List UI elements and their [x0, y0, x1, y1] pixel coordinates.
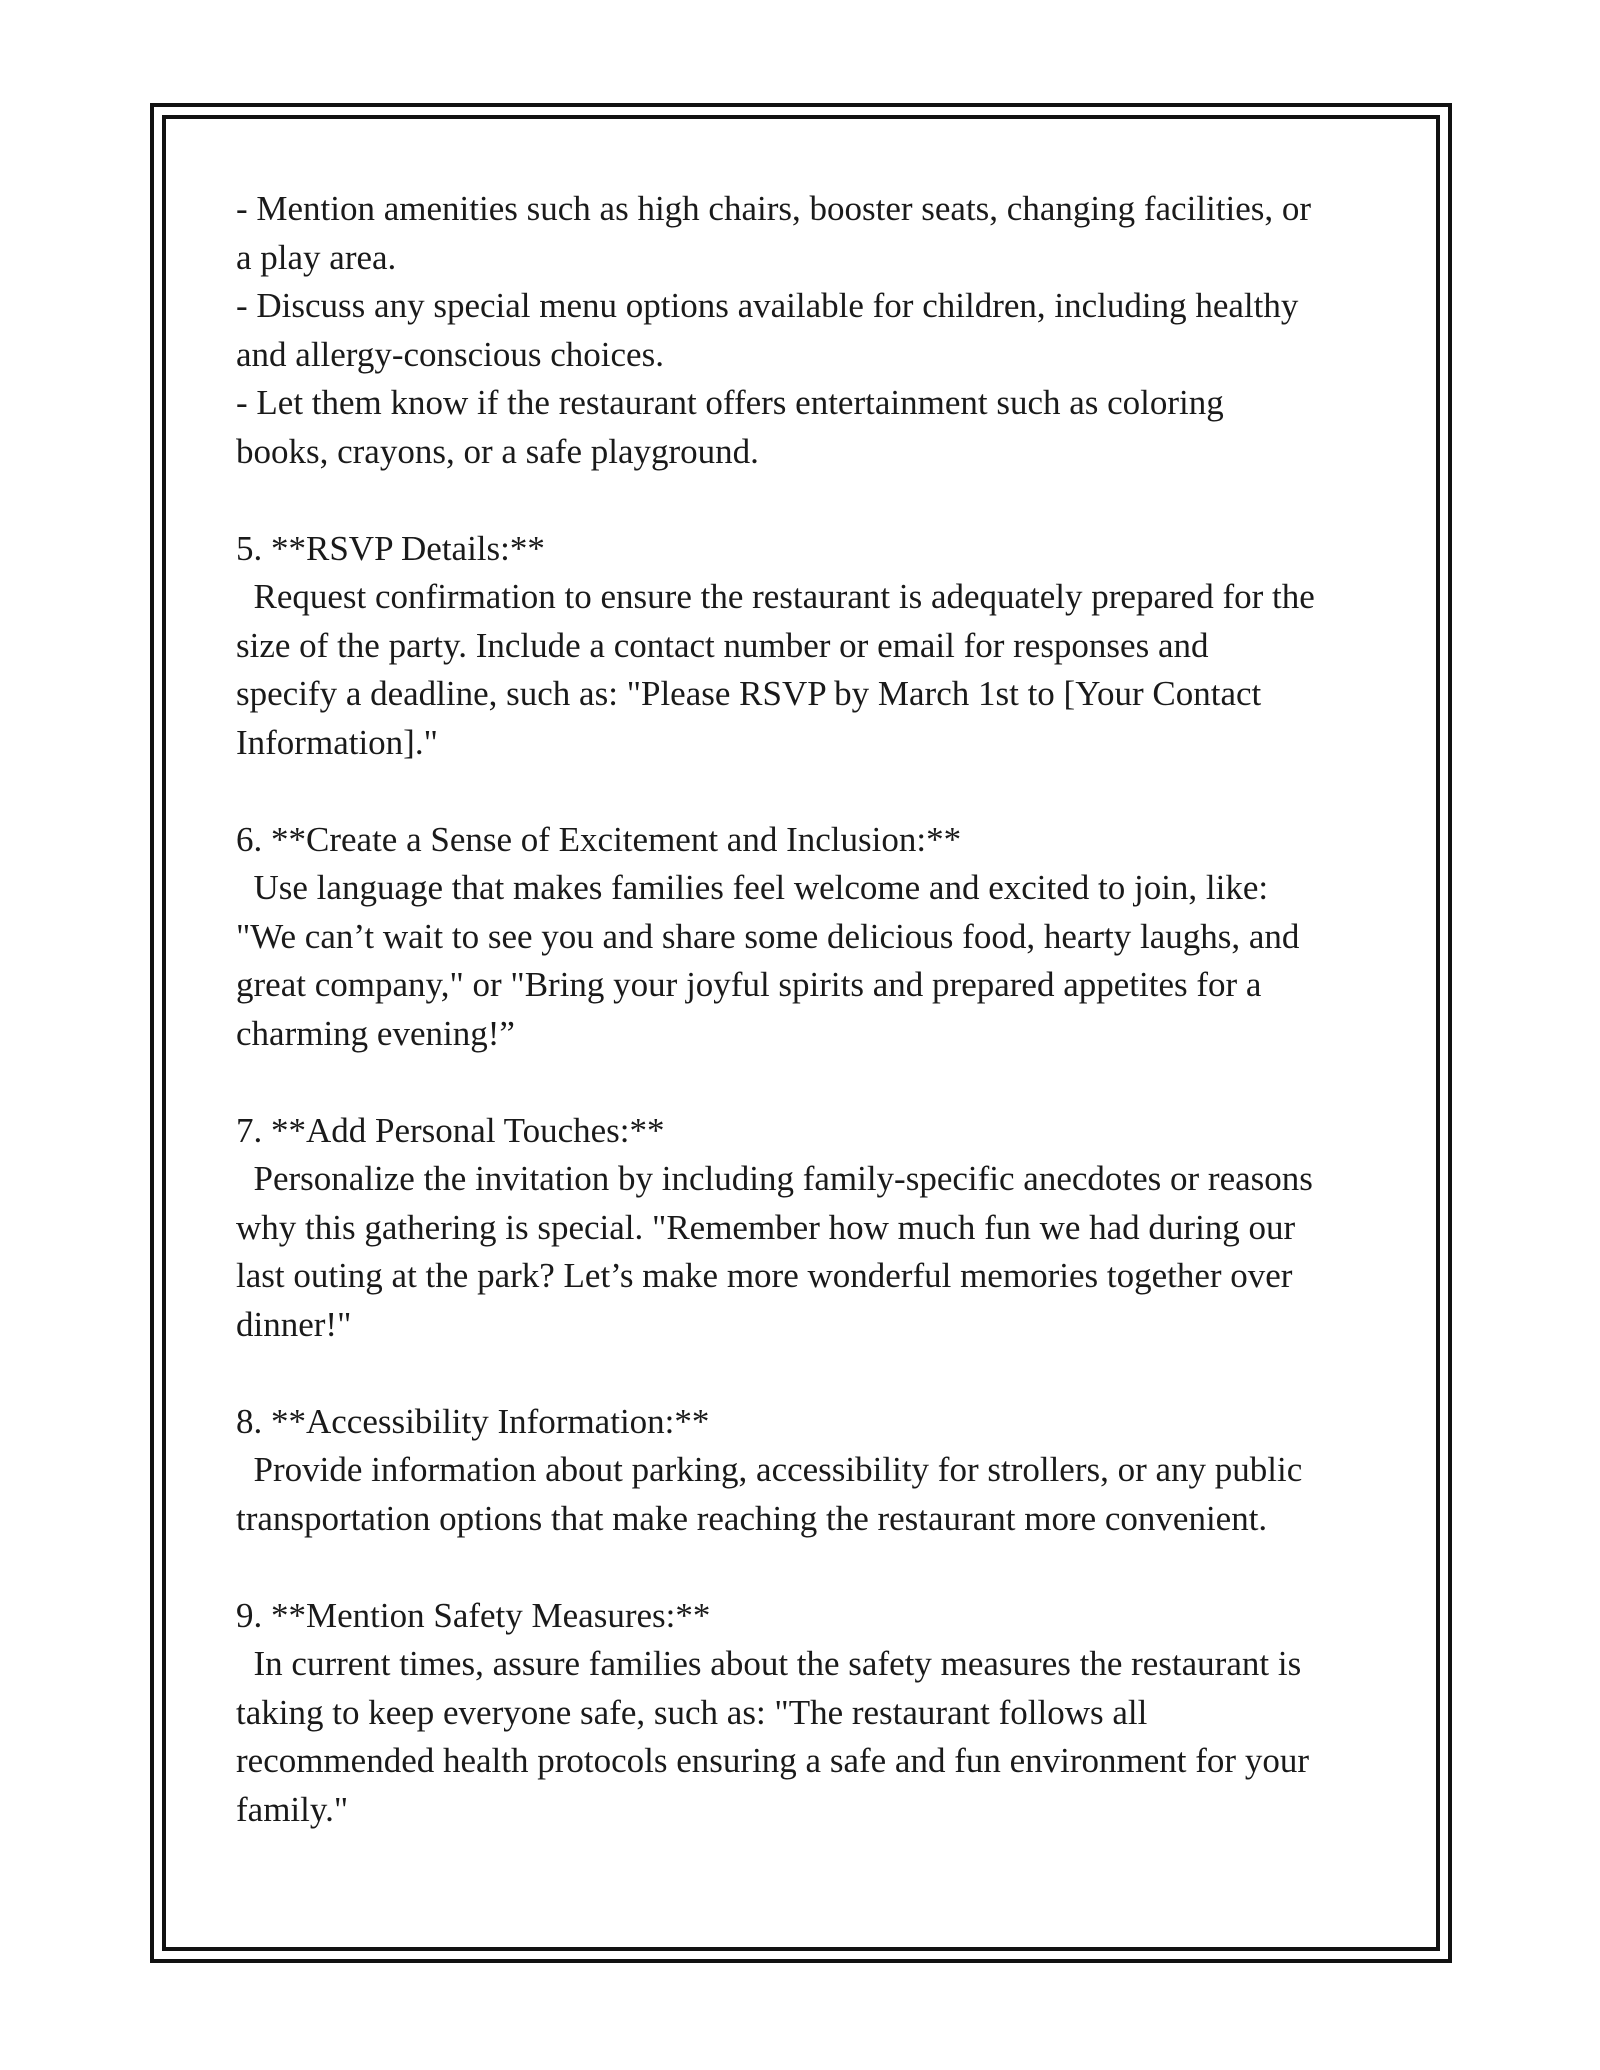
body-line: "We can’t wait to see you and share some delicious food, hearty laughs, and [236, 916, 1300, 956]
section-heading-rsvp: 5. **RSVP Details:** [236, 528, 545, 568]
body-line: books, crayons, or a safe playground. [236, 431, 759, 471]
body-line: - Mention amenities such as high chairs, booster seats, changing facilities, or [236, 189, 1312, 228]
body-line: why this gathering is special. "Remember how much fun we had during our [236, 1207, 1296, 1247]
paragraph-spacer [236, 1349, 1376, 1398]
body-line: last outing at the park? Let’s make more wonderful memories together over [236, 1256, 1293, 1295]
body-line: charming evening!” [236, 1013, 515, 1053]
paragraph-spacer [236, 1543, 1376, 1592]
paragraph-spacer [236, 476, 1376, 525]
section-heading-safety: 9. **Mention Safety Measures:** [236, 1595, 711, 1635]
body-line: great company," or "Bring your joyful spirits and prepared appetites for a [236, 965, 1262, 1004]
body-line: Use language that makes families feel welcome and excited to join, like: [236, 868, 1269, 907]
body-line: Request confirmation to ensure the restaurant is adequately prepared for the [236, 577, 1315, 616]
body-line: specify a deadline, such as: "Please RSVP by March 1st to [Your Contact [236, 674, 1262, 713]
body-line: a play area. [236, 237, 397, 277]
body-line: size of the party. Include a contact number or email for responses and [236, 625, 1209, 665]
body-line: dinner!" [236, 1304, 352, 1344]
body-line: Information]." [236, 722, 438, 762]
paragraph-spacer [236, 767, 1376, 816]
body-line: - Discuss any special menu options available for children, including healthy [236, 286, 1299, 325]
body-line: In current times, assure families about the safety measures the restaurant is [236, 1644, 1302, 1683]
body-line: taking to keep everyone safe, such as: "The restaurant follows all [236, 1692, 1148, 1732]
body-line: Personalize the invitation by including family-specific anecdotes or reasons [236, 1159, 1313, 1198]
paragraph-spacer [236, 1058, 1376, 1107]
body-line: Provide information about parking, accessibility for strollers, or any public [236, 1450, 1303, 1489]
body-line: transportation options that make reaching the restaurant more convenient. [236, 1498, 1268, 1538]
document-body [236, 185, 1376, 1834]
section-heading-excitement: 6. **Create a Sense of Excitement and Inclusion:** [236, 819, 962, 859]
body-line: recommended health protocols ensuring a safe and fun environment for your [236, 1741, 1309, 1780]
body-line: family." [236, 1789, 349, 1829]
body-line: and allergy-conscious choices. [236, 334, 664, 374]
section-heading-accessibility: 8. **Accessibility Information:** [236, 1401, 710, 1441]
body-line: - Let them know if the restaurant offers entertainment such as coloring [236, 383, 1224, 422]
section-heading-personal-touches: 7. **Add Personal Touches:** [236, 1110, 665, 1150]
